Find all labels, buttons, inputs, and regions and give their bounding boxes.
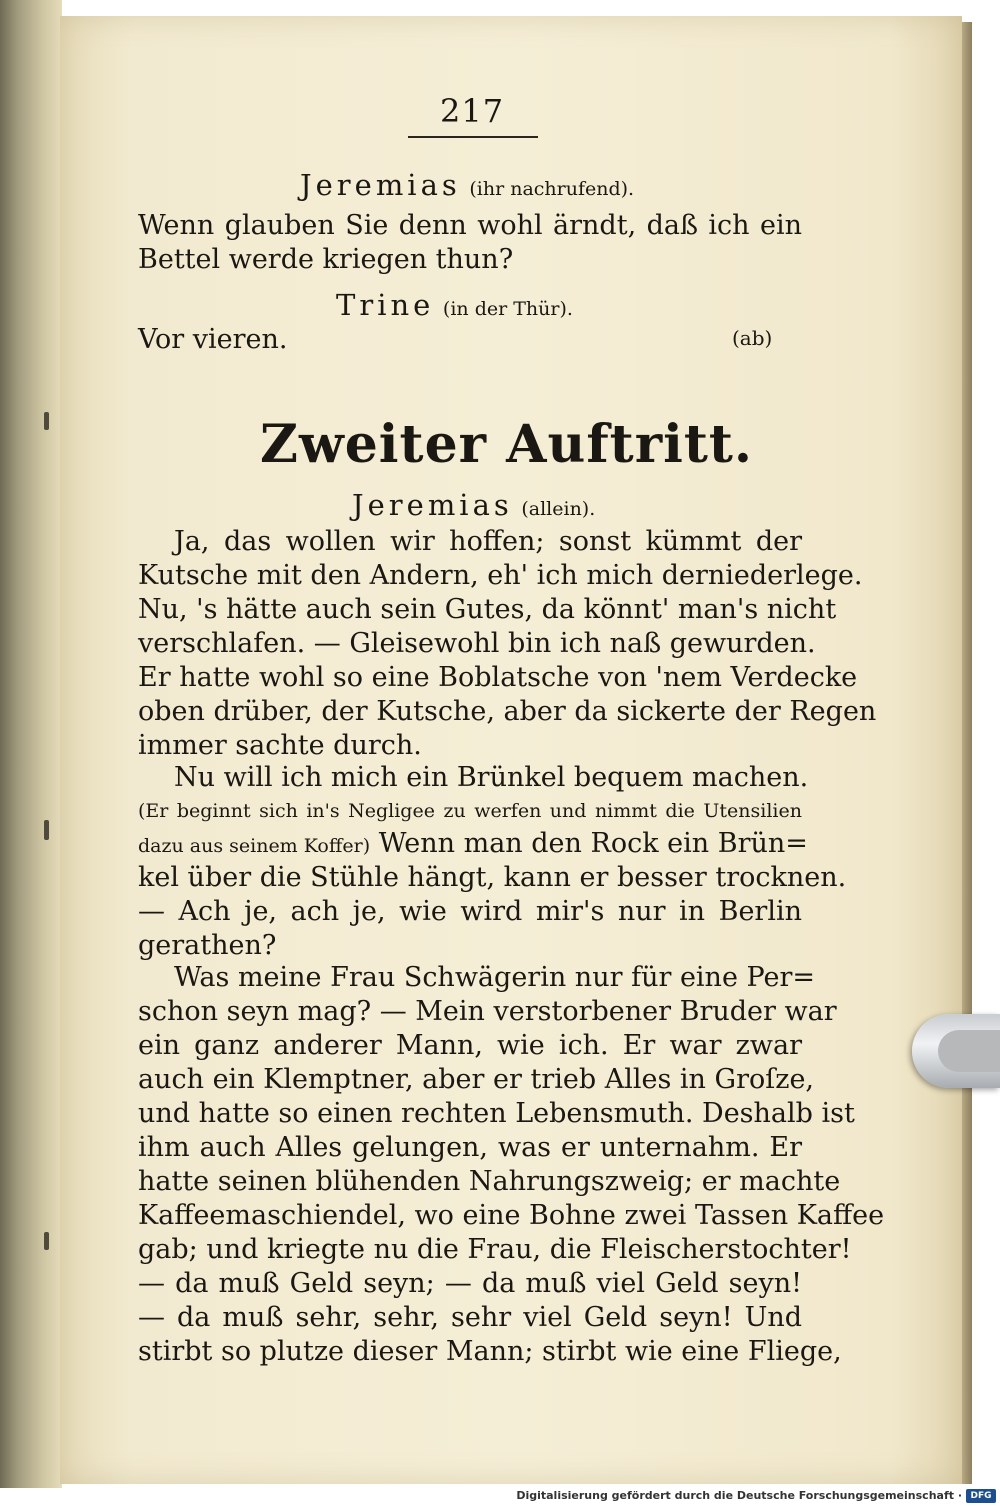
text-line: oben drüber, der Kutsche, aber da sickerte der Regen: [138, 696, 877, 727]
stage-direction: (ihr nachrufend).: [469, 178, 635, 200]
stage-direction: (allein).: [521, 498, 596, 520]
speaker-line: [352, 488, 595, 522]
text-line: — da muß Geld seyn; — da muß viel Geld seyn!: [138, 1268, 802, 1299]
text-line: — Ach je, ach je, wie wird mir's nur in Berlin: [138, 896, 802, 927]
text-line: Kaffeemaschiendel, wo eine Bohne zwei Tassen Kaffee: [138, 1200, 885, 1231]
text-line: Nu will ich mich ein Brünkel bequem machen.: [174, 762, 809, 793]
text-line: Ja, das wollen wir hoffen; sonst kümmt der: [174, 526, 802, 557]
text-line: und hatte so einen rechten Lebensmuth. Deshalb ist: [138, 1098, 855, 1129]
page-number: 217: [440, 92, 505, 130]
facing-page-edge: [0, 0, 62, 1488]
speaker-name: Trine: [336, 288, 435, 322]
page-clip-inner: [938, 1030, 1000, 1072]
text-line: immer sachte durch.: [138, 730, 422, 761]
text-line: stirbt so plutze dieser Mann; stirbt wie eine Fliege,: [138, 1336, 842, 1367]
text-line: — da muß sehr, sehr, sehr viel Geld seyn! Und: [138, 1302, 802, 1333]
text-line: Was meine Frau Schwägerin nur für eine Per=: [174, 962, 815, 993]
text-line: schon seyn mag? — Mein verstorbener Bruder war: [138, 996, 837, 1027]
text-line: gab; und kriegte nu die Frau, die Fleischerstochter!: [138, 1234, 852, 1265]
funding-credit: Digitalisierung gefördert durch die Deutsche Forschungsgemeinschaft ·: [516, 1489, 962, 1502]
text-line: ihm auch Alles gelungen, was er unternahm. Er: [138, 1132, 802, 1163]
speaker-line: [300, 168, 634, 202]
page-stack-edge: [962, 22, 972, 1484]
text-line: gerathen?: [138, 930, 277, 961]
stage-direction: (in der Thür).: [442, 298, 573, 320]
text-line: ein ganz anderer Mann, wie ich. Er war zwar: [138, 1030, 802, 1061]
text-line: Er hatte wohl so eine Boblatsche von 'nem Verdecke: [138, 662, 858, 693]
text-line: auch ein Klemptner, aber er trieb Alles in Groſze,: [138, 1064, 815, 1095]
text-line: verschlafen. — Gleisewohl bin ich naß gewurden.: [138, 628, 816, 659]
text-line: Kutsche mit den Andern, eh' ich mich derniederlege.: [138, 560, 863, 591]
dfg-logo-icon: DFG: [966, 1489, 996, 1503]
text-line: Vor vieren.: [138, 324, 288, 355]
text-line: Bettel werde kriegen thun?: [138, 244, 514, 275]
text-line: Nu, 's hätte auch sein Gutes, da könnt' man's nicht: [138, 594, 837, 625]
speaker-line: [336, 288, 573, 322]
speaker-name: Jeremias: [300, 168, 461, 202]
binding-stitch: [44, 412, 49, 430]
text-line: kel über die Stühle hängt, kann er besser trocknen.: [138, 862, 847, 893]
speaker-name: Jeremias: [352, 488, 513, 522]
scene-heading: Zweiter Auftritt.: [260, 414, 753, 475]
binding-stitch: [44, 1232, 49, 1250]
text-line: hatte seinen blühenden Nahrungszweig; er machte: [138, 1166, 841, 1197]
stage-direction-line: (Er beginnt sich in's Negligee zu werfen und nimmt die Utensilien: [138, 800, 802, 822]
stage-direction: dazu aus seinem Koffer): [138, 835, 371, 857]
text-segment: Wenn man den Rock ein Brün=: [378, 828, 808, 859]
text-line: [138, 828, 808, 859]
header-rule: [408, 136, 538, 138]
text-line: Wenn glauben Sie denn wohl ärndt, daß ich ein: [138, 210, 802, 241]
exit-direction: (ab): [732, 326, 773, 350]
binding-stitch: [44, 820, 49, 840]
